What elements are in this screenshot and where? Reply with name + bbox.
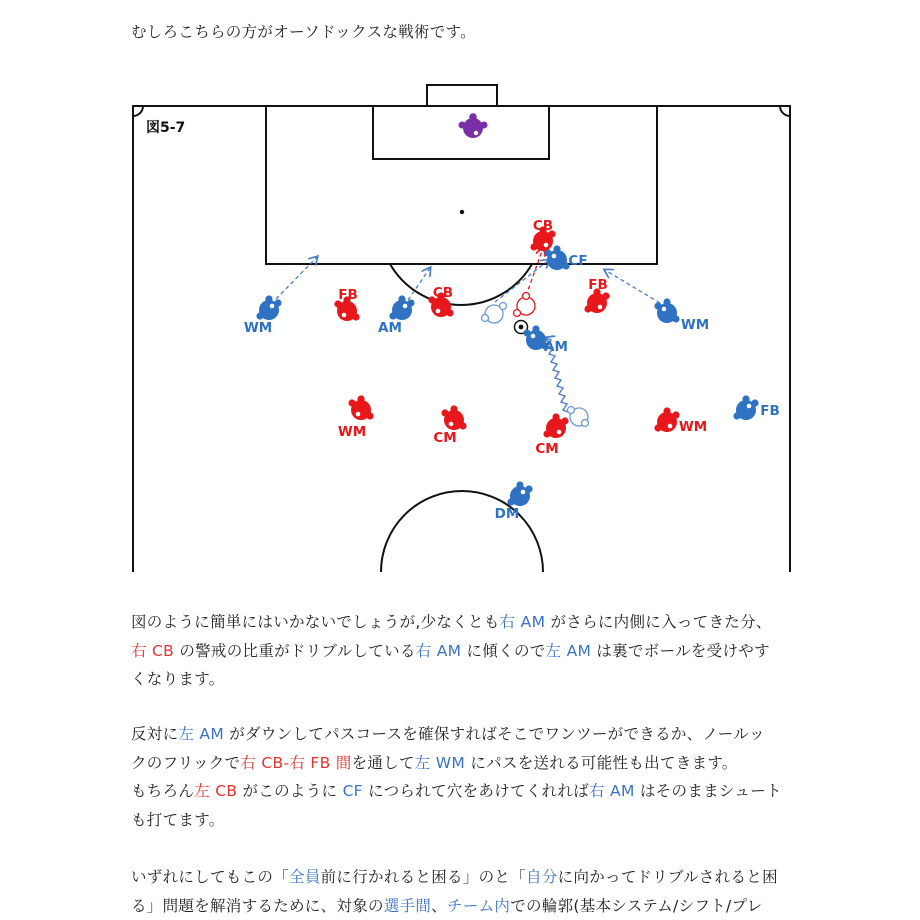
ghost-players xyxy=(482,293,589,427)
paragraph-line xyxy=(131,806,811,835)
paragraph-line xyxy=(131,749,811,778)
paragraph-2 xyxy=(131,720,811,834)
ghost-red-cb xyxy=(514,293,536,317)
player-label-red-cm-right: CM xyxy=(535,441,559,457)
paragraph-3 xyxy=(131,863,811,920)
text-segment: がこのように xyxy=(237,782,343,800)
highlight-term: CF xyxy=(342,782,363,800)
player-label-red-fb-left: FB xyxy=(338,287,358,303)
text-segment: の警戒の比重がドリブルしている xyxy=(174,641,416,660)
paragraph-line xyxy=(131,720,811,749)
player-label-red-wm-left: WM xyxy=(337,424,367,440)
text-segment: くなります。 xyxy=(131,670,225,688)
text-segment: もちろん xyxy=(131,782,195,800)
highlight-term: 左 CB xyxy=(194,782,238,800)
text-segment: 前に行かれると困る」のと「 xyxy=(320,868,527,886)
paragraph-line xyxy=(131,608,811,637)
arrow-wm-right xyxy=(605,270,660,303)
player-label-blue-dm: DM xyxy=(494,506,520,522)
player-label-red-cm-left: CM xyxy=(433,430,457,446)
paragraph-line xyxy=(131,637,811,666)
player-label-blue-am-left: AM xyxy=(378,320,402,336)
player-blue-dm xyxy=(507,481,532,506)
player-label-blue-cf: CF xyxy=(568,253,588,269)
highlight-term: 右 AM xyxy=(499,613,546,631)
player-label-red-wm-right: WM xyxy=(678,419,708,435)
text-segment: 、 xyxy=(431,896,448,915)
highlight-term: 全員 xyxy=(289,868,321,886)
text-segment: に傾くので xyxy=(461,641,546,660)
player-label-red-cb-right: CB xyxy=(532,218,554,234)
text-segment: を通して xyxy=(351,753,415,772)
paragraph-line xyxy=(131,665,811,694)
highlight-term: 選手間 xyxy=(383,896,432,915)
player-label-blue-wm-right: WM xyxy=(680,317,710,333)
paragraph-line xyxy=(131,863,811,892)
text-segment: につられて穴をあけてくれれば xyxy=(362,782,590,800)
player-blue-wm-left xyxy=(256,295,281,320)
player-red-wm-right xyxy=(654,407,679,432)
ghost-blue-am xyxy=(568,407,589,427)
text-segment: がさらに内側に入ってきた分、 xyxy=(545,613,772,631)
highlight-term: 左 AM xyxy=(545,641,592,660)
player-label-red-cb-left: CB xyxy=(432,285,454,301)
text-segment: 図のように簡単にはいかないでしょうが,少なくとも xyxy=(131,613,500,631)
player-label-blue-am-right: AM xyxy=(544,339,568,355)
paragraph-line xyxy=(131,892,811,920)
highlight-term: チーム内 xyxy=(447,896,511,915)
figure-label: 図5-7 xyxy=(146,120,186,136)
goalkeeper xyxy=(459,113,488,138)
player-red-wm-left xyxy=(348,395,373,420)
intro-text: むしろこちらの方がオーソドックスな戦術です。 xyxy=(131,23,476,41)
text-segment: いずれにしてもこの「 xyxy=(131,868,290,886)
highlight-term: 左 WM xyxy=(414,753,466,772)
player-label-blue-wm-left: WM xyxy=(243,320,273,336)
text-segment: クのフリックで xyxy=(131,753,241,772)
player-label-blue-fb: FB xyxy=(760,403,780,419)
paragraph-1 xyxy=(131,608,811,694)
player-label-red-fb-right: FB xyxy=(588,277,608,293)
red-players xyxy=(334,218,710,457)
ghost-blue-cf xyxy=(482,303,507,324)
player-blue-fb xyxy=(733,395,758,420)
paragraph-line xyxy=(131,777,811,806)
text-segment: での輪郭(基本システム/シフト/プレ xyxy=(510,896,763,915)
text-segment: はそのままシュート xyxy=(634,782,782,800)
text-segment: も打てます。 xyxy=(131,810,225,829)
player-red-cm-right xyxy=(543,413,568,438)
highlight-term: 右 AM xyxy=(415,641,462,660)
text-segment: にパスを送れる可能性も出てきます。 xyxy=(465,753,738,772)
highlight-term: 右 CB xyxy=(131,641,175,660)
text-segment: に向かってドリブルされると困 xyxy=(557,868,778,886)
player-blue-am-left xyxy=(389,295,414,320)
highlight-term: 右 CB-右 FB 間 xyxy=(240,753,352,772)
highlight-term: 自分 xyxy=(526,868,558,886)
text-segment: は裏でボールを受けやす xyxy=(591,641,770,660)
text-segment: 反対に xyxy=(131,725,179,743)
highlight-term: 右 AM xyxy=(589,782,635,800)
text-segment: る」問題を解消するために、対象の xyxy=(131,896,384,915)
highlight-term: 左 AM xyxy=(178,725,225,743)
arrow-am-left xyxy=(408,268,430,300)
player-red-cm-left xyxy=(441,405,466,430)
penalty-spot xyxy=(460,210,464,214)
text-segment: がダウンしてパスコースを確保すればそこでワンツーができるか、ノールッ xyxy=(224,725,765,743)
